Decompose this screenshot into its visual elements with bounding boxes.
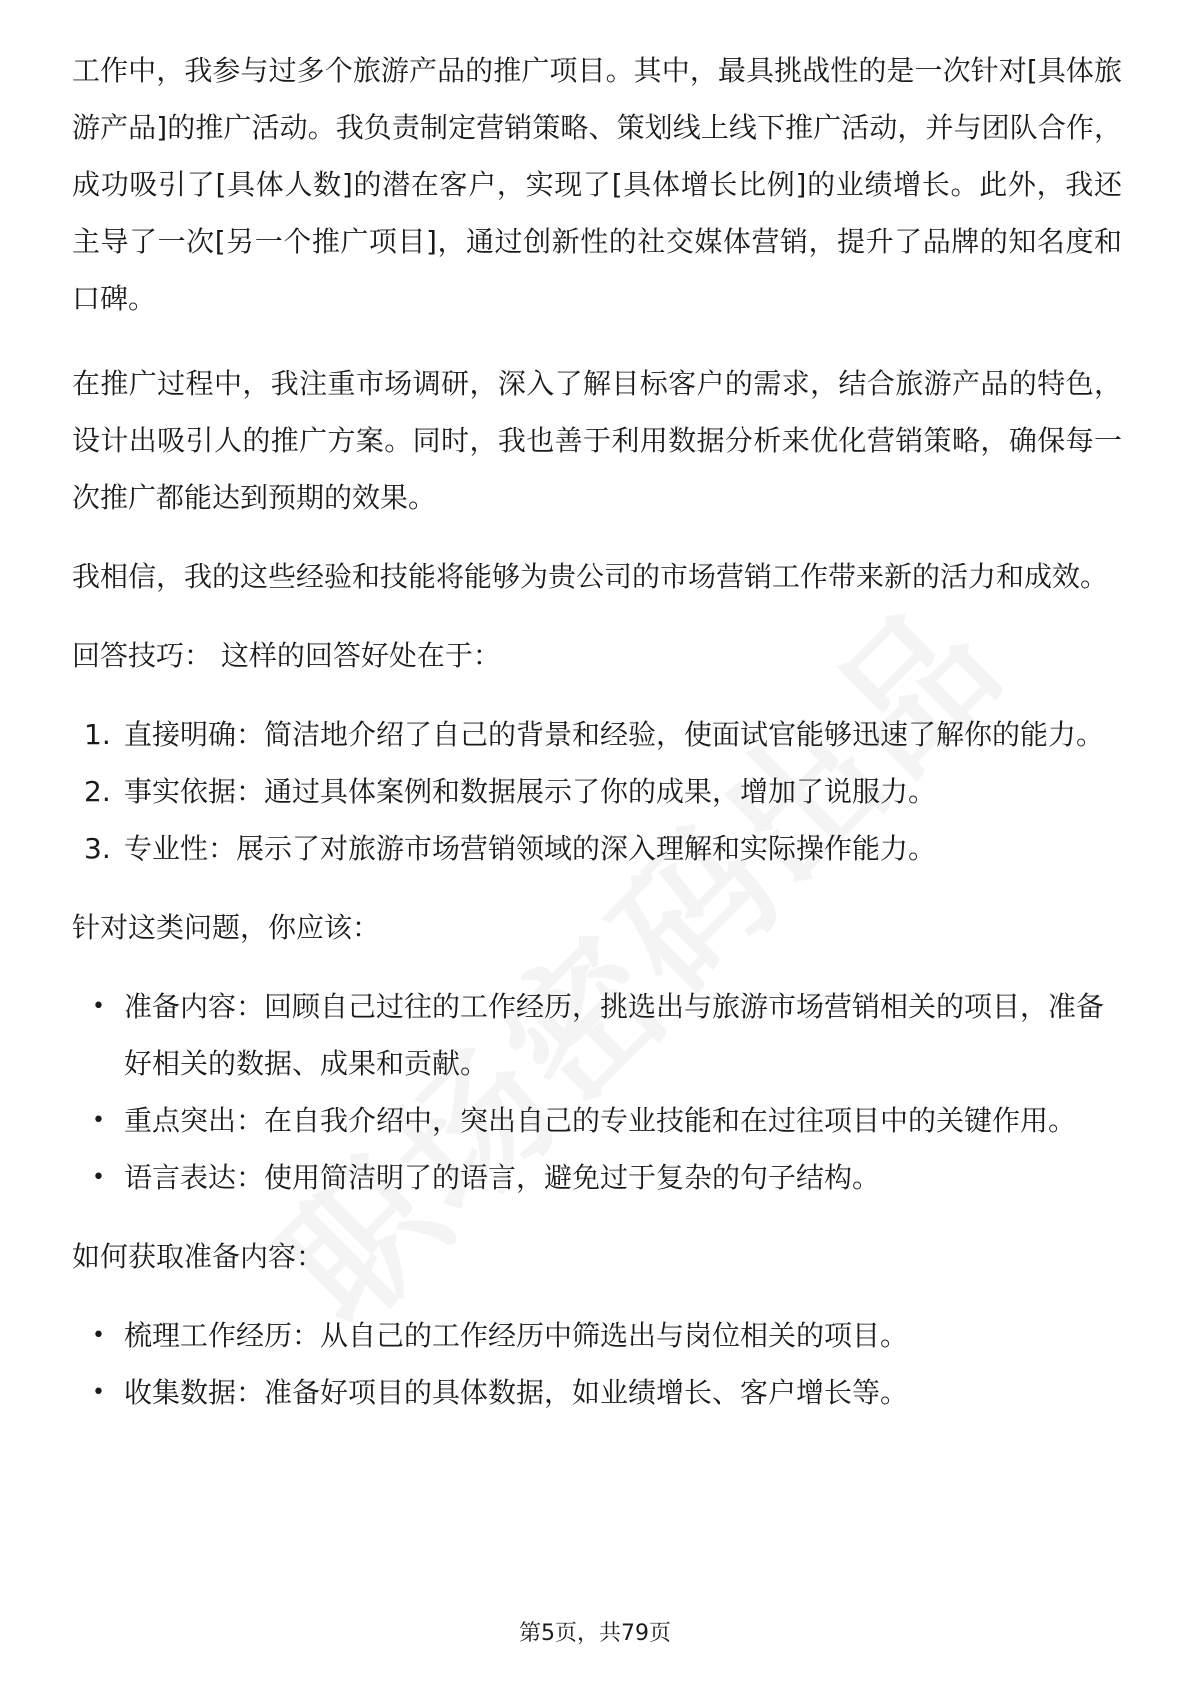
list-item <box>72 820 1122 877</box>
tips-heading: 回答技巧： 这样的回答好处在于： <box>72 639 501 672</box>
paragraph-process: 在推广过程中，我注重市场调研，深入了解目标客户的需求，结合旅游产品的特色，设计出吸引人的推广方案。同时，我也善于利用数据分析来优化营销策略，确保每一次推广都能达到预期的效果。 <box>72 367 1122 514</box>
list-item-text: 梳理工作经历：从自己的工作经历中筛选出与岗位相关的项目。 <box>124 1319 909 1352</box>
document-body <box>72 42 1122 1421</box>
list-number: 3. <box>84 832 111 865</box>
advice-list <box>72 978 1122 1206</box>
list-item <box>72 1092 1122 1149</box>
bullet-icon: • <box>92 1380 105 1405</box>
page-number: 第5页，共79页 <box>519 1621 671 1646</box>
bullet-icon: • <box>92 994 105 1019</box>
paragraph-belief: 我相信，我的这些经验和技能将能够为贵公司的市场营销工作带来新的活力和成效。 <box>72 560 1109 593</box>
advice-heading: 针对这类问题，你应该： <box>72 911 381 944</box>
list-item <box>72 1149 1122 1206</box>
list-item-text: 直接明确：简洁地介绍了自己的背景和经验，使面试官能够迅速了解你的能力。 <box>124 718 1105 751</box>
paragraph-experience: 工作中，我参与过多个旅游产品的推广项目。其中，最具挑战性的是一次针对[具体旅游产品]的推广活动。我负责制定营销策略、策划线上线下推广活动，并与团队合作，成功吸引了[具体人数]的潜在客户，实现了[具体增长比例]的业绩增长。此外，我还主导了一次[另一个推广项目]，通过创新性的社交媒体营销，提升了品牌的知名度和口碑。 <box>72 54 1122 315</box>
bullet-icon: • <box>92 1323 105 1348</box>
list-item <box>72 706 1122 763</box>
list-number: 1. <box>84 718 111 751</box>
list-item-text: 专业性：展示了对旅游市场营销领域的深入理解和实际操作能力。 <box>124 832 937 865</box>
list-item <box>72 1307 1122 1364</box>
bullet-icon: • <box>92 1165 105 1190</box>
list-item-text: 准备内容：回顾自己过往的工作经历，挑选出与旅游市场营销相关的项目，准备好相关的数据、成果和贡献。 <box>124 990 1105 1080</box>
list-item-text: 事实依据：通过具体案例和数据展示了你的成果，增加了说服力。 <box>124 775 937 808</box>
list-item-text: 重点突出：在自我介绍中，突出自己的专业技能和在过往项目中的关键作用。 <box>124 1104 1077 1137</box>
list-number: 2. <box>84 775 111 808</box>
tips-list <box>72 706 1122 877</box>
list-item <box>72 1364 1122 1421</box>
prep-heading: 如何获取准备内容： <box>72 1240 325 1273</box>
prep-list <box>72 1307 1122 1421</box>
list-item <box>72 978 1122 1092</box>
list-item <box>72 763 1122 820</box>
list-item-text: 语言表达：使用简洁明了的语言，避免过于复杂的句子结构。 <box>124 1161 881 1194</box>
list-item-text: 收集数据：准备好项目的具体数据，如业绩增长、客户增长等。 <box>124 1376 909 1409</box>
bullet-icon: • <box>92 1108 105 1133</box>
